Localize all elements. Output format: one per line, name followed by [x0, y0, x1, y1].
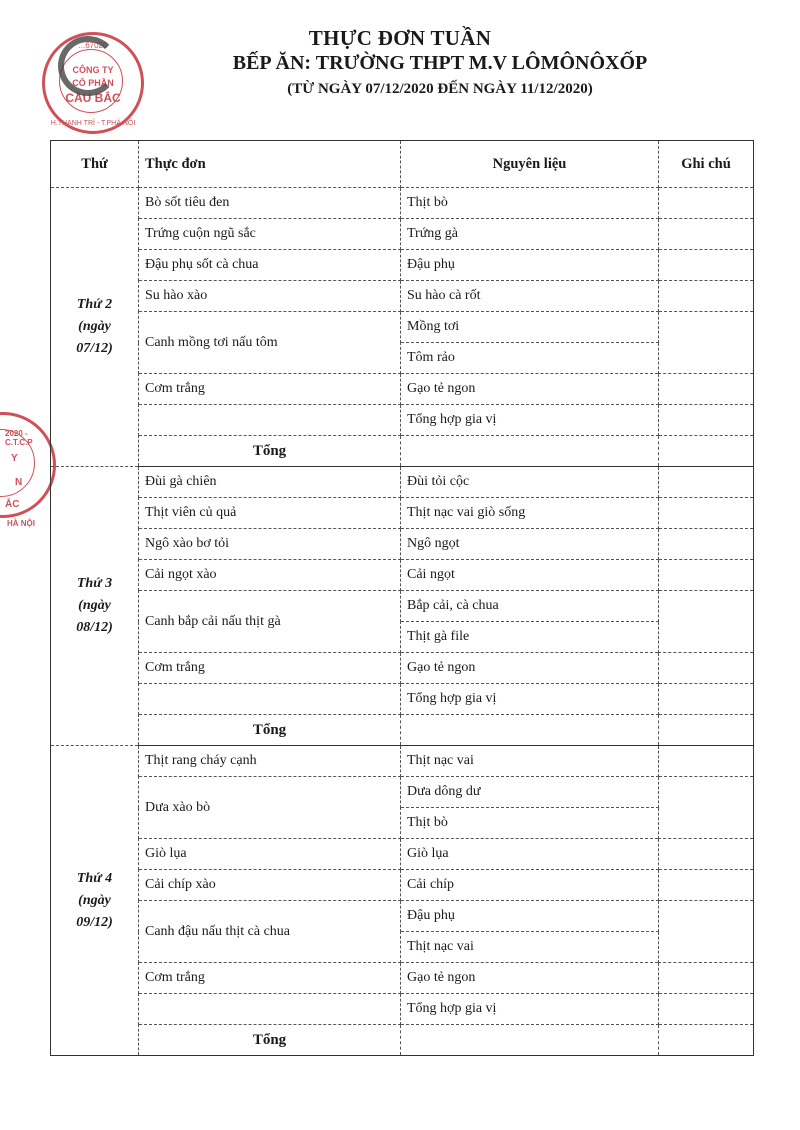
dish-cell: Cải chíp xào [139, 870, 401, 901]
note-cell [659, 746, 754, 777]
ingredient-cell: Giò lụa [401, 839, 659, 870]
day-label-line: (ngày [78, 598, 111, 613]
dish-cell: Cơm trắng [139, 653, 401, 684]
dish-cell: Giò lụa [139, 839, 401, 870]
day-cell [51, 467, 139, 746]
ingredient-cell: Ngô ngọt [401, 529, 659, 560]
table-row [51, 839, 754, 870]
header-ingredient: Nguyên liệu [401, 141, 659, 188]
note-cell [659, 560, 754, 591]
note-cell [659, 312, 754, 374]
note-cell [659, 684, 754, 715]
note-cell [659, 405, 754, 436]
note-cell [659, 994, 754, 1025]
note-cell [659, 188, 754, 219]
ingredient-cell: Gạo tẻ ngon [401, 374, 659, 405]
total-row [51, 436, 754, 467]
note-cell [659, 498, 754, 529]
total-note-cell [659, 436, 754, 467]
note-cell [659, 374, 754, 405]
table-row [51, 529, 754, 560]
side-seal: 2020 - C.T.C.P Y N ẮC HÀ NỘI [0, 412, 56, 518]
day-label-line: 08/12) [76, 620, 113, 635]
note-cell [659, 777, 754, 839]
day-label-line: 07/12) [76, 341, 113, 356]
table-row [51, 560, 754, 591]
total-ingredient-cell [401, 436, 659, 467]
table-row [51, 281, 754, 312]
ingredient-cell: Gạo tẻ ngon [401, 653, 659, 684]
dish-cell: Thịt viên củ quả [139, 498, 401, 529]
table-row [51, 312, 754, 343]
dish-cell: Canh bắp cải nấu thịt gà [139, 591, 401, 653]
total-note-cell [659, 1025, 754, 1056]
date-range: (TỪ NGÀY 07/12/2020 ĐẾN NGÀY 11/12/2020) [287, 81, 593, 97]
document-title: THỰC ĐƠN TUẦN [308, 26, 492, 50]
note-cell [659, 219, 754, 250]
ingredient-cell: Cải chíp [401, 870, 659, 901]
total-label: Tổng [139, 436, 401, 467]
ingredient-cell: Thịt nạc vai giò sống [401, 498, 659, 529]
ingredient-cell: Mồng tơi [401, 312, 659, 343]
ingredient-cell: Đậu phụ [401, 901, 659, 932]
dish-cell: Cải ngọt xào [139, 560, 401, 591]
header-dish: Thực đơn [139, 141, 401, 188]
table-row [51, 653, 754, 684]
header-note: Ghi chú [659, 141, 754, 188]
note-cell [659, 901, 754, 963]
note-cell [659, 529, 754, 560]
dish-cell: Cơm trắng [139, 963, 401, 994]
weekly-menu-table [50, 140, 754, 1056]
dish-cell: Trứng cuộn ngũ sắc [139, 219, 401, 250]
dish-cell: Đậu phụ sốt cà chua [139, 250, 401, 281]
ingredient-cell: Su hào cà rốt [401, 281, 659, 312]
total-row [51, 715, 754, 746]
day-label-line: Thứ 2 [76, 297, 113, 312]
day-label-line: (ngày [78, 892, 111, 908]
dish-cell [139, 994, 401, 1025]
table-header-row [51, 141, 754, 188]
dish-cell: Canh đậu nấu thịt cà chua [139, 901, 401, 963]
total-row [51, 1025, 754, 1056]
note-cell [659, 870, 754, 901]
total-ingredient-cell [401, 715, 659, 746]
note-cell [659, 963, 754, 994]
company-logo-icon [58, 36, 118, 96]
table-row [51, 374, 754, 405]
dish-cell: Thịt rang cháy cạnh [139, 746, 401, 777]
total-label: Tổng [139, 1025, 401, 1056]
day-label-line: Thứ 4 [76, 870, 113, 886]
total-ingredient-cell [401, 1025, 659, 1056]
ingredient-cell: Thịt bò [401, 188, 659, 219]
note-cell [659, 839, 754, 870]
table-row [51, 188, 754, 219]
ingredient-cell: Dưa dông dư [401, 777, 659, 808]
dish-cell: Bò sốt tiêu đen [139, 188, 401, 219]
ingredient-cell: Đậu phụ [401, 250, 659, 281]
day-label-line: Thứ 3 [76, 576, 113, 591]
total-note-cell [659, 715, 754, 746]
note-cell [659, 467, 754, 498]
ingredient-cell: Thịt bò [401, 808, 659, 839]
table-row [51, 994, 754, 1025]
table-row [51, 901, 754, 932]
day-cell [51, 188, 139, 467]
table-row [51, 467, 754, 498]
table-row [51, 405, 754, 436]
ingredient-cell: Tổng hợp gia vị [401, 405, 659, 436]
table-row [51, 684, 754, 715]
ingredient-cell: Gạo tẻ ngon [401, 963, 659, 994]
company-seal: ...67020 CÔNG TY CỔ PHẦN CẦU BẮC H.THANH TRÌ - T.PHÀ NỘI [42, 32, 144, 134]
ingredient-cell: Trứng gà [401, 219, 659, 250]
dish-cell: Canh mồng tơi nấu tôm [139, 312, 401, 374]
table-row [51, 250, 754, 281]
day-label-line: (ngày [78, 319, 111, 334]
day-cell [51, 746, 139, 1056]
dish-cell [139, 405, 401, 436]
note-cell [659, 281, 754, 312]
ingredient-cell: Đùi tỏi cộc [401, 467, 659, 498]
ingredient-cell: Thịt nạc vai [401, 932, 659, 963]
header-day: Thứ [51, 141, 139, 188]
note-cell [659, 591, 754, 653]
ingredient-cell: Tổng hợp gia vị [401, 994, 659, 1025]
ingredient-cell: Thịt gà file [401, 622, 659, 653]
note-cell [659, 653, 754, 684]
table-row [51, 219, 754, 250]
ingredient-cell: Thịt nạc vai [401, 746, 659, 777]
ingredient-cell: Cải ngọt [401, 560, 659, 591]
note-cell [659, 250, 754, 281]
ingredient-cell: Tôm rảo [401, 343, 659, 374]
table-row [51, 870, 754, 901]
table-row [51, 498, 754, 529]
kitchen-name: BẾP ĂN: TRƯỜNG THPT M.V LÔMÔNÔXỐP [232, 52, 648, 74]
dish-cell: Đùi gà chiên [139, 467, 401, 498]
table-row [51, 591, 754, 622]
table-row [51, 963, 754, 994]
ingredient-cell: Bắp cải, cà chua [401, 591, 659, 622]
dish-cell: Dưa xào bò [139, 777, 401, 839]
table-row [51, 746, 754, 777]
day-label-line: 09/12) [76, 914, 113, 930]
total-label: Tổng [139, 715, 401, 746]
dish-cell [139, 684, 401, 715]
dish-cell: Su hào xào [139, 281, 401, 312]
table-row [51, 777, 754, 808]
dish-cell: Cơm trắng [139, 374, 401, 405]
ingredient-cell: Tổng hợp gia vị [401, 684, 659, 715]
dish-cell: Ngô xào bơ tỏi [139, 529, 401, 560]
